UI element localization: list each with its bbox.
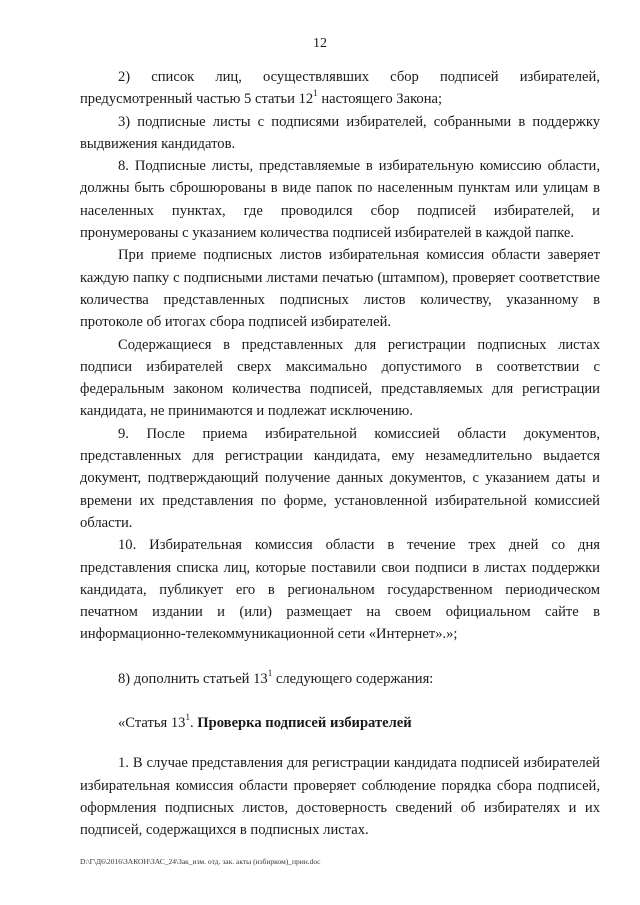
heading-prefix: «Статья 13 <box>118 715 186 732</box>
paragraph-point-8: 8. Подписные листы, представляемые в избирательную комиссию области, должны быть сброшюрованы в виде папок по населенным пунктам или улицам в населенных пунктах, где проводился сбор подписей избирателей, и пронумерованы с указанием количества подписей избирателей в каждой папке. <box>80 158 600 242</box>
heading-title: Проверка подписей избирателей <box>197 715 412 732</box>
paragraph-article-point-1: 1. В случае представления для регистрации кандидата подписей избирателей избирательная комиссия области проверяет соблюдение порядка сбора подписей, оформления подписных листов, достоверность сведений об избирателях и их подписей, содержащихся в подписных листах. <box>80 755 600 839</box>
page-number: 12 <box>313 36 327 51</box>
paragraph-text: следующего содержания: <box>272 670 434 687</box>
superscript: 1 <box>267 667 273 678</box>
document-body <box>80 66 600 842</box>
superscript: 1 <box>313 88 318 99</box>
paragraph-excess-signatures: Содержащиеся в представленных для регистрации подписных листах подписи избирателей сверх максимально допустимого в соответствии с федеральным законом количества подписей, представляемых для регистрации кандидата, не принимаются и подлежат исключению. <box>80 336 600 420</box>
paragraph-point-9: 9. После приема избирательной комиссией области документов, представленных для регистрации кандидата, ему незамедлительно выдается документ, подтверждающий получение данных документов, с указанием даты и времени их представления по форме, установленной избирательной комиссией области. <box>80 425 600 531</box>
paragraph-amendment-8 <box>80 668 600 690</box>
paragraph-signature-sheets: 3) подписные листы с подписями избирателей, собранными в поддержку выдвижения кандидатов. <box>80 113 600 152</box>
paragraph-point-10: 10. Избирательная комиссия области в течение трех дней со дня представления списка лиц, которые поставили свои подписи в листах поддержки кандидата, публикует его в региональном государственном периодическом печатном издании и (или) размещает на своем официальном сайте в информационно-телекоммуникационной сети «Интернет».»; <box>80 537 600 643</box>
paragraph-list-of-collectors <box>80 66 600 111</box>
heading-separator: . <box>189 715 198 732</box>
article-heading <box>80 712 600 734</box>
paragraph-text: 8) дополнить статьей 13 <box>118 670 268 687</box>
paragraph-text: настоящего Закона; <box>317 91 443 108</box>
footer-file-path: D:\Г\Д6\2016\ЗАКОН\ЗАС_24\Зак_изм. отд. зак. акты (избирком)_прин.doc <box>80 857 321 866</box>
superscript: 1 <box>185 712 190 723</box>
paragraph-acceptance: При приеме подписных листов избирательная комиссия области заверяет каждую папку с подписными листами печатью (штампом), проверяет соответствие количества представленных подписных листов количеству, указанному в протоколе об итогах сбора подписей избирателей. <box>80 247 600 331</box>
paragraph-text: 2) список лиц, осуществлявших сбор подписей избирателей, предусмотренный частью 5 статьи 12 <box>80 69 600 108</box>
